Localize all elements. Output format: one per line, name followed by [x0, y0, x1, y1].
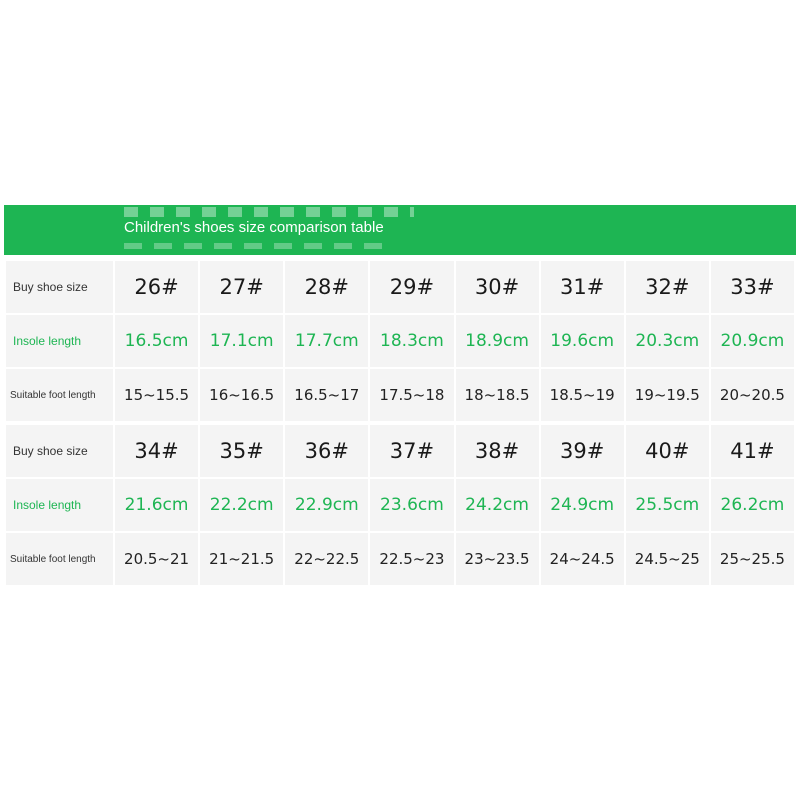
cell-size: 34#: [115, 425, 198, 477]
cell-foot: 17.5~18: [370, 369, 453, 421]
cell-size: 36#: [285, 425, 368, 477]
row-label-foot: Suitable foot length: [6, 369, 113, 421]
size-comparison-table: [4, 259, 796, 587]
cell-foot: 15~15.5: [115, 369, 198, 421]
cell-foot: 24.5~25: [626, 533, 709, 585]
cell-size: 40#: [626, 425, 709, 477]
cell-insole: 23.6cm: [370, 479, 453, 531]
cell-size: 41#: [711, 425, 794, 477]
cell-insole: 22.9cm: [285, 479, 368, 531]
cell-foot: 22.5~23: [370, 533, 453, 585]
row-label-foot: Suitable foot length: [6, 533, 113, 585]
table-row-size: [6, 261, 794, 313]
cell-foot: 19~19.5: [626, 369, 709, 421]
cell-size: 33#: [711, 261, 794, 313]
cell-insole: 17.7cm: [285, 315, 368, 367]
cell-insole: 18.9cm: [456, 315, 539, 367]
cell-foot: 23~23.5: [456, 533, 539, 585]
title-banner: [4, 205, 796, 255]
table-row-foot: [6, 369, 794, 421]
cell-size: 28#: [285, 261, 368, 313]
banner-decoration: [124, 243, 384, 249]
row-label-size: Buy shoe size: [6, 261, 113, 313]
cell-insole: 26.2cm: [711, 479, 794, 531]
table-row-insole: [6, 315, 794, 367]
cell-foot: 20~20.5: [711, 369, 794, 421]
cell-size: 38#: [456, 425, 539, 477]
cell-foot: 16.5~17: [285, 369, 368, 421]
cell-insole: 16.5cm: [115, 315, 198, 367]
cell-size: 39#: [541, 425, 624, 477]
cell-foot: 21~21.5: [200, 533, 283, 585]
row-label-insole: Insole length: [6, 315, 113, 367]
table-row-insole: [6, 479, 794, 531]
banner-decoration: [124, 207, 414, 217]
cell-size: 32#: [626, 261, 709, 313]
cell-foot: 25~25.5: [711, 533, 794, 585]
cell-size: 31#: [541, 261, 624, 313]
cell-size: 27#: [200, 261, 283, 313]
cell-insole: 22.2cm: [200, 479, 283, 531]
table-row-foot: [6, 533, 794, 585]
cell-insole: 17.1cm: [200, 315, 283, 367]
cell-insole: 20.3cm: [626, 315, 709, 367]
cell-size: 30#: [456, 261, 539, 313]
cell-foot: 18~18.5: [456, 369, 539, 421]
cell-insole: 20.9cm: [711, 315, 794, 367]
table-row-size: [6, 425, 794, 477]
cell-insole: 19.6cm: [541, 315, 624, 367]
cell-insole: 24.9cm: [541, 479, 624, 531]
cell-insole: 18.3cm: [370, 315, 453, 367]
cell-insole: 21.6cm: [115, 479, 198, 531]
cell-size: 37#: [370, 425, 453, 477]
cell-foot: 22~22.5: [285, 533, 368, 585]
cell-size: 26#: [115, 261, 198, 313]
cell-foot: 20.5~21: [115, 533, 198, 585]
cell-insole: 25.5cm: [626, 479, 709, 531]
cell-size: 29#: [370, 261, 453, 313]
row-label-size: Buy shoe size: [6, 425, 113, 477]
cell-foot: 18.5~19: [541, 369, 624, 421]
row-label-insole: Insole length: [6, 479, 113, 531]
cell-foot: 24~24.5: [541, 533, 624, 585]
cell-size: 35#: [200, 425, 283, 477]
table-title: Children's shoes size comparison table: [124, 219, 384, 236]
cell-foot: 16~16.5: [200, 369, 283, 421]
cell-insole: 24.2cm: [456, 479, 539, 531]
